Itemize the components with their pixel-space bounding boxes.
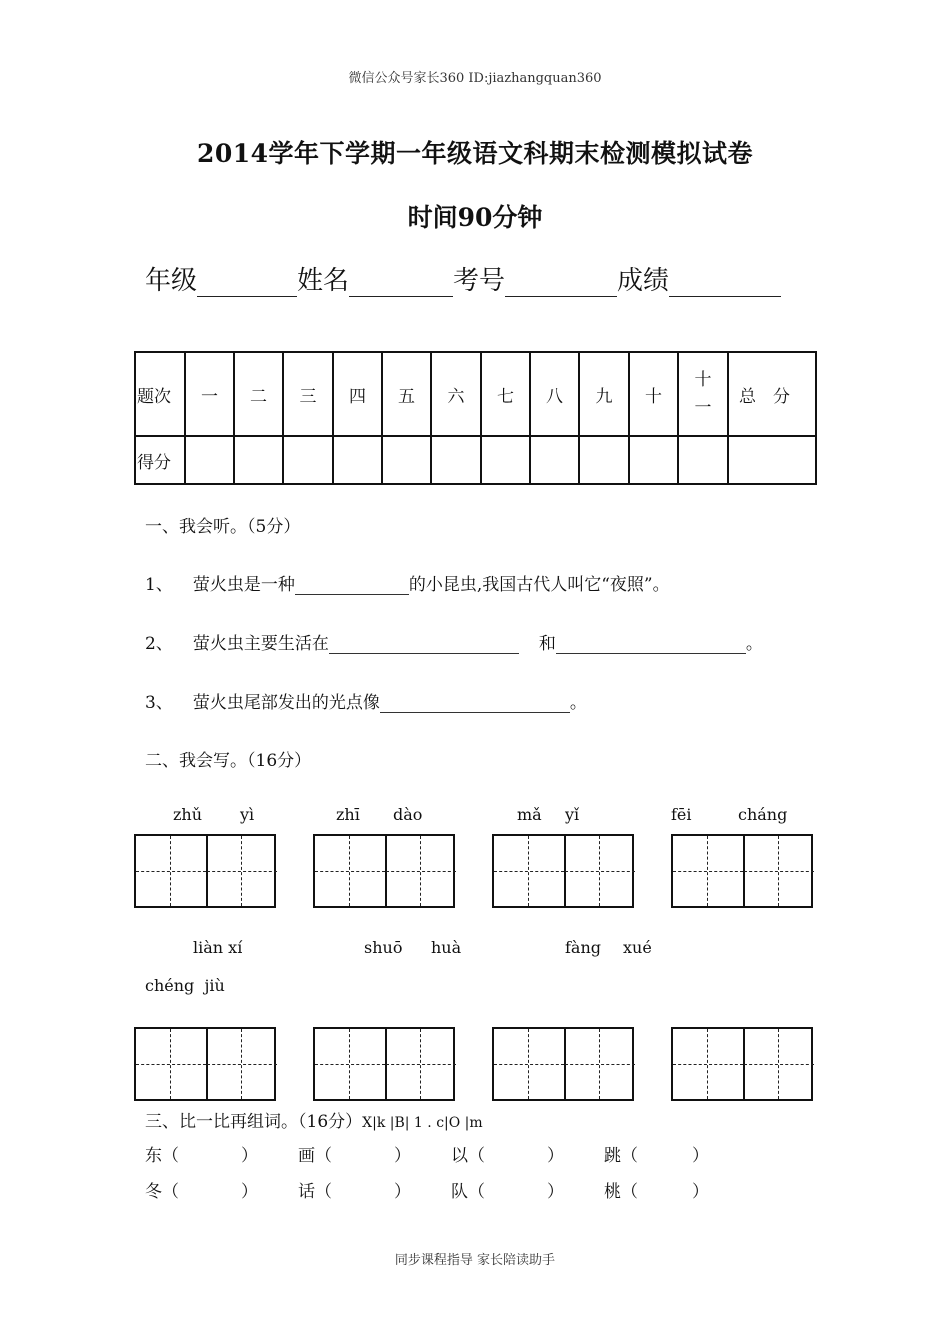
pinyin: fēi — [671, 805, 692, 824]
grade-label: 年级 — [145, 266, 198, 296]
pinyin: dào — [393, 805, 423, 824]
row-label-question: 题次 — [135, 352, 185, 436]
pinyin: chéng jiù — [145, 976, 225, 995]
name-label: 姓名 — [297, 266, 350, 296]
col-header: 四 — [333, 352, 382, 436]
pinyin: liàn xí — [193, 938, 243, 957]
section3-heading-line — [145, 1107, 483, 1132]
q3-blank[interactable] — [380, 694, 570, 713]
score-cell[interactable] — [283, 436, 333, 484]
compare-item: 以（ — [451, 1146, 485, 1166]
writing-grid[interactable] — [492, 1027, 634, 1101]
exam-title: 2014学年下学期一年级语文科期末检测模拟试卷 — [196, 139, 754, 168]
score-cell[interactable] — [185, 436, 234, 484]
question-3 — [145, 688, 587, 713]
score-cell-total[interactable] — [728, 436, 816, 484]
compare-paren: ） — [692, 1182, 709, 1202]
q3-text-a: 萤火虫尾部发出的光点像 — [192, 693, 380, 713]
pinyin: fàng — [565, 938, 602, 957]
col-header-total: 总 分 — [728, 352, 816, 436]
section3-heading: 三、比一比再组词。（16分） — [145, 1112, 363, 1132]
row-label-score: 得分 — [135, 436, 185, 484]
col-header: 一 — [185, 352, 234, 436]
compare-item: 跳（ — [604, 1146, 638, 1166]
q2-text-a: 萤火虫主要生活在 — [192, 634, 329, 654]
section1-heading: 一、我会听。（5分） — [145, 517, 301, 537]
section2-heading: 二、我会写。（16分） — [145, 751, 312, 771]
pinyin: yǐ — [565, 805, 580, 824]
writing-grid[interactable] — [492, 834, 634, 908]
name-blank[interactable] — [349, 266, 453, 297]
compare-item: 冬（ — [145, 1182, 179, 1202]
writing-grid[interactable] — [134, 1027, 276, 1101]
score-cell[interactable] — [431, 436, 481, 484]
q2-blank-1[interactable] — [329, 635, 519, 654]
page-footer: 同步课程指导 家长陪读助手 — [394, 1253, 556, 1268]
col11-top: 十 — [694, 370, 712, 390]
compare-paren: ） — [394, 1146, 411, 1166]
q1-text-b: 的小昆虫,我国古代人叫它“夜照”。 — [408, 575, 670, 595]
col-header: 五 — [382, 352, 431, 436]
col-header: 二 — [234, 352, 283, 436]
col11-bottom: 一 — [694, 398, 712, 418]
col-header: 三 — [283, 352, 333, 436]
number-label: 考号 — [453, 266, 506, 296]
compare-paren: ） — [547, 1182, 564, 1202]
col-header-eleven — [678, 352, 728, 436]
pinyin: mǎ — [517, 805, 542, 824]
q1-number: 1、 — [145, 575, 173, 595]
score-cell[interactable] — [234, 436, 283, 484]
pinyin: huà — [431, 938, 462, 957]
question-2 — [145, 629, 763, 654]
score-cell[interactable] — [481, 436, 530, 484]
score-table — [134, 351, 817, 485]
q2-text-b: 和 — [538, 634, 556, 654]
col-header: 十 — [629, 352, 678, 436]
col-header: 九 — [579, 352, 629, 436]
pinyin: zhī — [336, 805, 360, 824]
score-cell[interactable] — [530, 436, 579, 484]
q2-blank-2[interactable] — [556, 635, 746, 654]
q2-text-c: 。 — [745, 634, 763, 654]
compare-paren: ） — [547, 1146, 564, 1166]
compare-item: 队（ — [451, 1182, 485, 1202]
col-header: 六 — [431, 352, 481, 436]
question-1 — [145, 570, 670, 595]
number-blank[interactable] — [505, 266, 617, 297]
writing-grid[interactable] — [671, 1027, 813, 1101]
q3-number: 3、 — [145, 693, 173, 713]
page-header: 微信公众号家长360 ID:jiazhangquan360 — [348, 71, 602, 86]
writing-grid[interactable] — [313, 1027, 455, 1101]
col-header: 八 — [530, 352, 579, 436]
exam-time: 时间90分钟 — [407, 203, 543, 232]
pinyin: yì — [240, 805, 255, 824]
compare-paren: ） — [692, 1146, 709, 1166]
compare-item: 画（ — [298, 1146, 332, 1166]
q3-text-b: 。 — [569, 693, 587, 713]
writing-grid[interactable] — [134, 834, 276, 908]
pinyin: cháng — [738, 805, 788, 824]
compare-item: 东（ — [145, 1146, 179, 1166]
q1-blank[interactable] — [295, 576, 409, 595]
q2-number: 2、 — [145, 634, 173, 654]
score-cell[interactable] — [333, 436, 382, 484]
writing-grid[interactable] — [313, 834, 455, 908]
score-label: 成绩 — [617, 266, 670, 296]
q1-text-a: 萤火虫是一种 — [192, 575, 295, 595]
student-info-line — [145, 260, 781, 297]
compare-paren: ） — [241, 1146, 258, 1166]
score-cell[interactable] — [678, 436, 728, 484]
pinyin: shuō — [364, 938, 403, 957]
score-blank[interactable] — [669, 266, 781, 297]
pinyin: zhǔ — [173, 805, 203, 824]
compare-paren: ） — [394, 1182, 411, 1202]
score-cell[interactable] — [382, 436, 431, 484]
grade-blank[interactable] — [197, 266, 297, 297]
col-header: 七 — [481, 352, 530, 436]
compare-paren: ） — [241, 1182, 258, 1202]
compare-item: 话（ — [298, 1182, 332, 1202]
score-cell[interactable] — [629, 436, 678, 484]
pinyin: xué — [623, 938, 652, 957]
section3-watermark: X|k |B| 1 . c|O |m — [362, 1115, 483, 1131]
score-cell[interactable] — [579, 436, 629, 484]
writing-grid[interactable] — [671, 834, 813, 908]
compare-item: 桃（ — [604, 1182, 638, 1202]
